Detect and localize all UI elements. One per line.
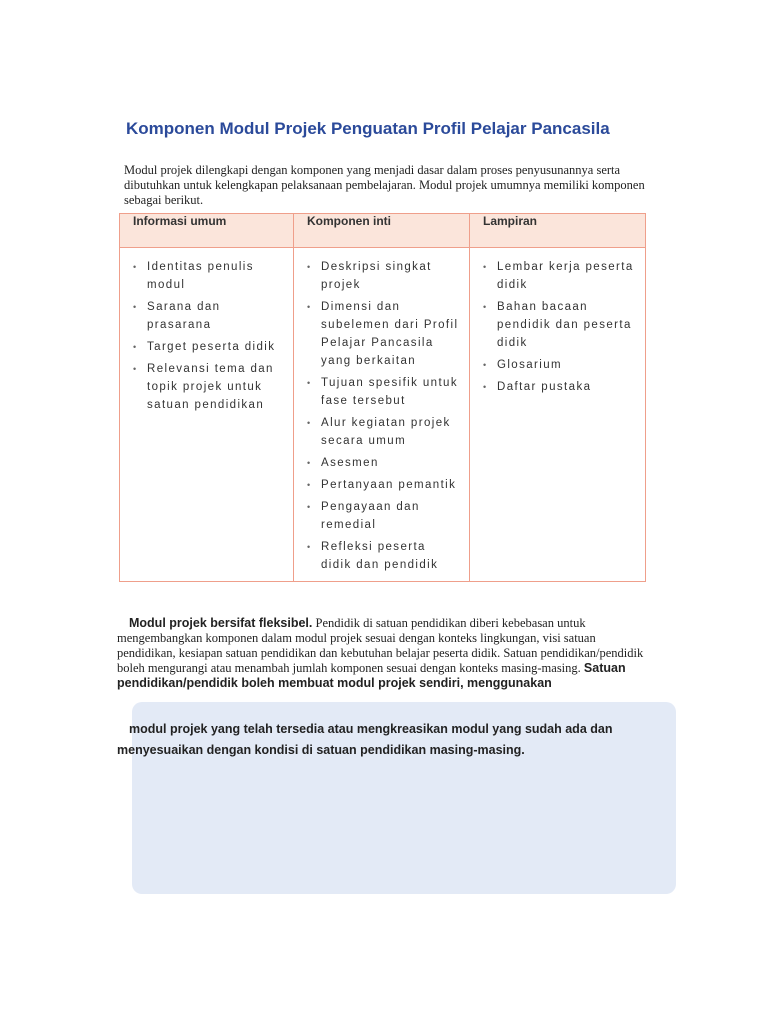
list-item: • Tujuan spesifik untuk fase tersebut bbox=[306, 374, 461, 410]
list-item: • Refleksi peserta didik dan pendidik bbox=[306, 538, 461, 574]
list-informasi-umum bbox=[132, 258, 285, 414]
list-item: • Daftar pustaka bbox=[482, 378, 637, 396]
paragraph-tail: Satuan pendidikan/pendidik boleh membuat modul projek sendiri, menggunakan bbox=[117, 661, 626, 690]
paragraph-body: Pendidik di satuan pendidikan diberi kebebasan untuk mengembangkan komponen dalam modul projek sesuai dengan konteks lingkungan, visi satuan pendidikan, kesiapan satuan pendidikan dan kebutuhan belajar peserta didik. Satuan pendidikan/pendidik boleh mengurangi atau menambah jumlah komponen sesuai dengan konteks masing-masing. bbox=[117, 616, 644, 675]
list-item: • Bahan bacaan pendidik dan peserta didik bbox=[482, 298, 637, 352]
list-komponen-inti bbox=[306, 258, 461, 574]
paragraph-lead: Modul projek bersifat fleksibel. bbox=[129, 616, 313, 630]
table-body-row bbox=[120, 248, 646, 582]
list-item: • Dimensi dan subelemen dari Profil Pelajar Pancasila yang berkaitan bbox=[306, 298, 461, 370]
list-item: • Target peserta didik bbox=[132, 338, 285, 356]
cell-komponen-inti bbox=[294, 248, 470, 582]
intro-paragraph: Modul projek dilengkapi dengan komponen yang menjadi dasar dalam proses penyusunannya serta dibutuhkan untuk kelengkapan pelaksanaan pembelajaran. Modul projek umumnya memiliki komponen sebagai berikut. bbox=[124, 163, 645, 207]
header-informasi-umum: Informasi umum bbox=[120, 214, 294, 248]
page-title: Komponen Modul Projek Penguatan Profil Pelajar Pancasila bbox=[126, 119, 610, 138]
cell-lampiran bbox=[470, 248, 646, 582]
header-lampiran: Lampiran bbox=[470, 214, 646, 248]
list-lampiran bbox=[482, 258, 637, 396]
list-item: • Relevansi tema dan topik projek untuk satuan pendidikan bbox=[132, 360, 285, 414]
table-header-row bbox=[120, 214, 646, 248]
header-komponen-inti: Komponen inti bbox=[294, 214, 470, 248]
cell-informasi-umum bbox=[120, 248, 294, 582]
list-item: • Glosarium bbox=[482, 356, 637, 374]
list-item: • Identitas penulis modul bbox=[132, 258, 285, 294]
fleksibel-paragraph bbox=[117, 616, 655, 691]
box-text-content: modul projek yang telah tersedia atau mengkreasikan modul yang sudah ada dan menyesuaikan dengan kondisi di satuan pendidikan masing-masing. bbox=[117, 722, 613, 757]
list-item: • Sarana dan prasarana bbox=[132, 298, 285, 334]
list-item: • Asesmen bbox=[306, 454, 461, 472]
highlight-box-text bbox=[117, 719, 657, 761]
list-item: • Deskripsi singkat projek bbox=[306, 258, 461, 294]
komponen-table bbox=[119, 213, 646, 582]
list-item: • Lembar kerja peserta didik bbox=[482, 258, 637, 294]
list-item: • Pengayaan dan remedial bbox=[306, 498, 461, 534]
list-item: • Alur kegiatan projek secara umum bbox=[306, 414, 461, 450]
list-item: • Pertanyaan pemantik bbox=[306, 476, 461, 494]
